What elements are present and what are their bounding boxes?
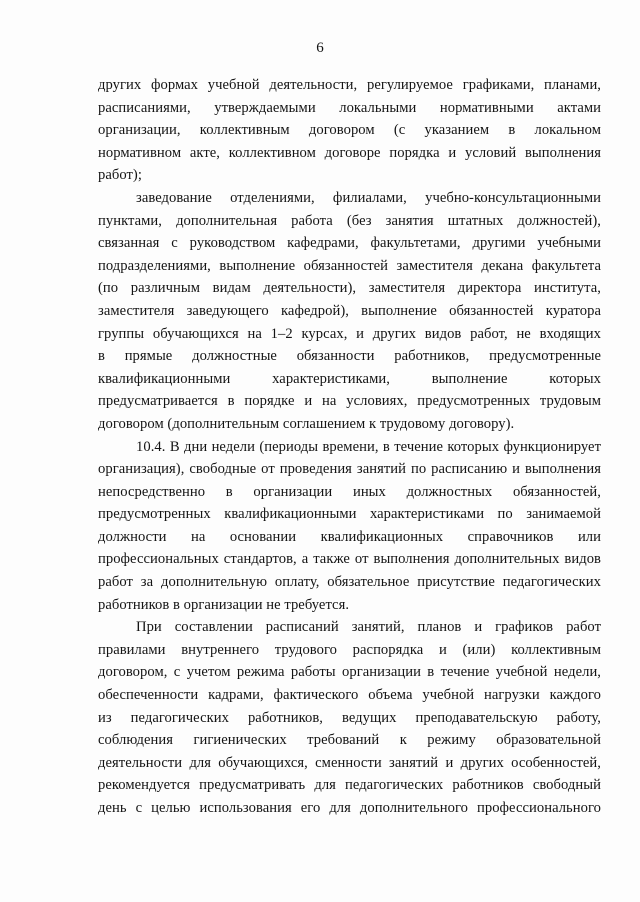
text-line: предусматривается в порядке и на условиях, предусмотренных трудовым <box>98 393 601 410</box>
text-line: квалификационными характеристиками, выполнение которых <box>98 370 601 387</box>
document-body <box>98 74 601 820</box>
text-line: из педагогических работников, ведущих преподавательскую работу, <box>98 709 601 726</box>
page-number: 6 <box>316 40 324 56</box>
text-line: обеспеченности кадрами, фактического объема учебной нагрузки каждого <box>98 687 601 704</box>
text-line: подразделениями, выполнение обязанностей заместителя декана факультета <box>98 257 601 274</box>
text-line: деятельности для обучающихся, сменности занятий и других особенностей, <box>98 754 601 771</box>
text-line: должности на основании квалификационных справочников или <box>98 528 601 545</box>
text-line: заведование отделениями, филиалами, учебно-консультационными <box>136 189 601 206</box>
text-line: организация), свободные от проведения занятий по расписанию и выполнения <box>98 461 601 478</box>
text-line: правилами внутреннего трудового распорядка и (или) коллективным <box>98 641 601 658</box>
text-line: день с целью использования его для дополнительного профессионального <box>98 800 601 816</box>
text-line: предусмотренных квалификационными характеристиками по занимаемой <box>98 506 601 523</box>
text-line: (по различным видам деятельности), заместителя директора института, <box>98 280 601 297</box>
text-line: работ за дополнительную оплату, обязательное присутствие педагогических <box>98 574 601 591</box>
text-line: нормативном акте, коллективном договоре порядка и условий выполнения <box>98 144 601 161</box>
text-line: работ); <box>98 167 142 184</box>
text-line: в прямые должностные обязанности работников, предусмотренные <box>98 348 601 365</box>
text-line: договором, с учетом режима работы организации в течение учебной недели, <box>98 664 601 681</box>
text-line: связанная с руководством кафедрами, факультетами, другими учебными <box>98 235 601 252</box>
text-line: непосредственно в организации иных должностных обязанностей, <box>98 483 601 500</box>
text-line: При составлении расписаний занятий, планов и графиков работ <box>136 619 601 636</box>
text-line: организации, коллективным договором (с указанием в локальном <box>98 122 601 139</box>
text-line: рекомендуется предусматривать для педагогических работников свободный <box>98 777 601 794</box>
text-line: профессиональных стандартов, а также от выполнения дополнительных видов <box>98 551 601 568</box>
text-line: других формах учебной деятельности, регулируемое графиками, планами, <box>98 77 601 93</box>
text-line: соблюдения гигиенических требований к режиму образовательной <box>98 732 601 749</box>
text-line: договором (дополнительным соглашением к трудовому договору). <box>98 415 515 432</box>
text-line: 10.4. В дни недели (периоды времени, в течение которых функционирует <box>136 438 601 455</box>
text-line: заместителя заведующего кафедрой), выполнение обязанностей куратора <box>98 302 601 319</box>
text-line: группы обучающихся на 1–2 курсах, и других видов работ, не входящих <box>98 325 601 342</box>
text-line: работников в организации не требуется. <box>98 596 350 613</box>
text-line: расписаниями, утверждаемыми локальными нормативными актами <box>98 99 601 116</box>
text-line: пунктами, дополнительная работа (без занятия штатных должностей), <box>98 212 601 229</box>
